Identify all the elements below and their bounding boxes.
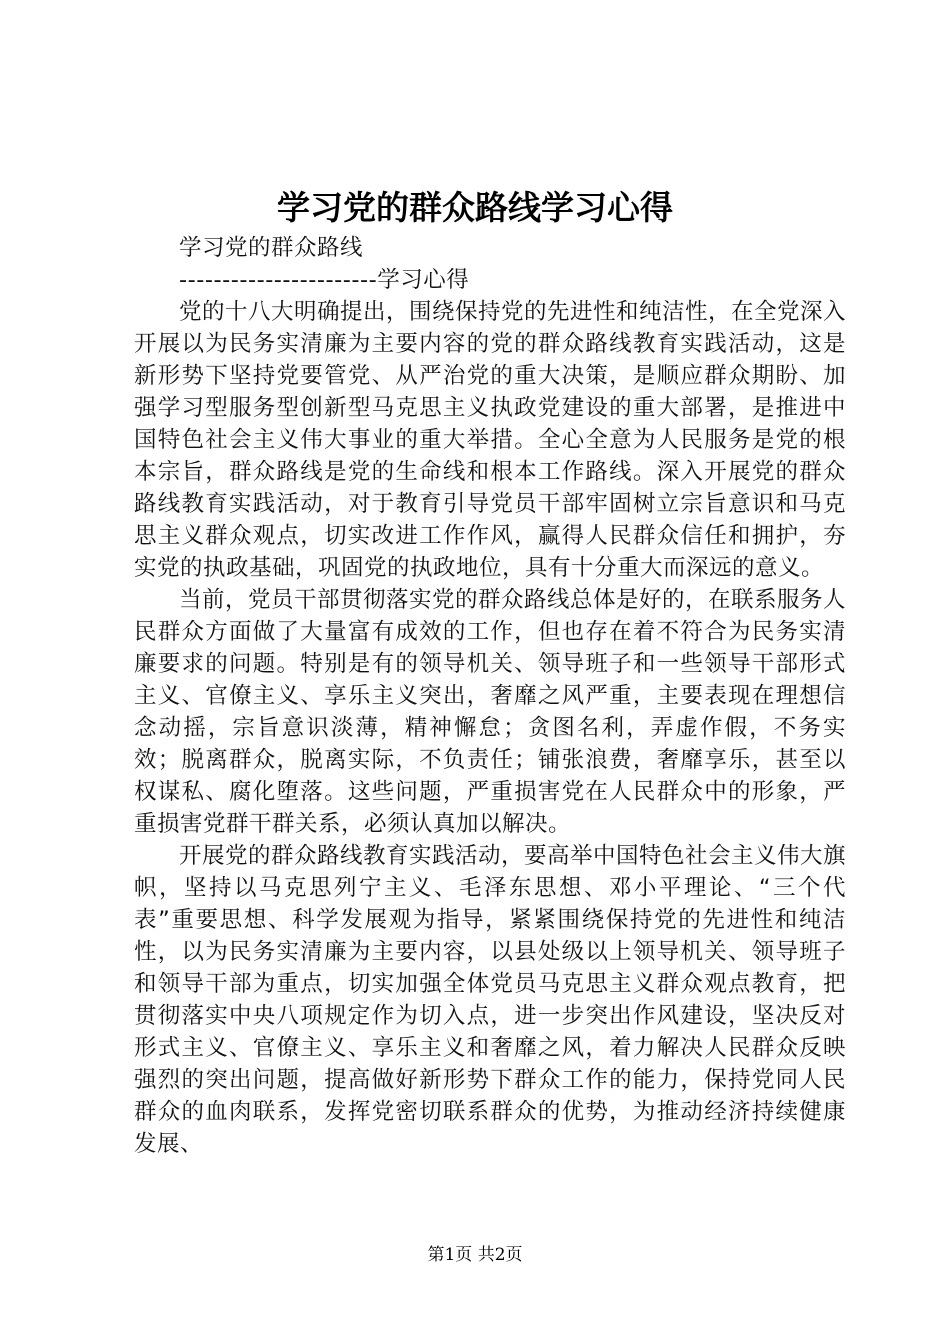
page-footer: 第1页 共2页: [427, 1245, 523, 1265]
subtitle-line-2: -----------------------学习心得: [179, 267, 470, 293]
body-paragraph-3: 开展党的群众路线教育实践活动，要高举中国特色社会主义伟大旗帜，坚持以马克思列宁主义、毛泽东思想、邓小平理论、“三个代表”重要思想、科学发展观为指导，紧紧围绕保持党的先进性和纯洁性，以为民务实清廉为主要内容，以县处级以上领导机关、领导班子和领导干部为重点，切实加强全体党员马克思主义群众观点教育，把贯彻落实中央八项规定作为切入点，进一步突出作风建设，坚决反对形式主义、官僚主义、享乐主义和奢靡之风，着力解决人民群众反映强烈的突出问题，提高做好新形势下群众工作的能力，保持党同人民群众的血肉联系，发挥党密切联系群众的优势，为推动经济持续健康发展、: [134, 843, 847, 1157]
body-paragraph-1: 党的十八大明确提出，围绕保持党的先进性和纯洁性，在全党深入开展以为民务实清廉为主要内容的党的群众路线教育实践活动，这是新形势下坚持党要管党、从严治党的重大决策，是顺应群众期盼、加强学习型服务型创新型马克思主义执政党建设的重大部署，是推进中国特色社会主义伟大事业的重大举措。全心全意为人民服务是党的根本宗旨，群众路线是党的生命线和根本工作路线。深入开展党的群众路线教育实践活动，对于教育引导党员干部牢固树立宗旨意识和马克思主义群众观点，切实改进工作作风，赢得人民群众信任和拥护，夯实党的执政基础，巩固党的执政地位，具有十分重大而深远的意义。: [134, 299, 847, 581]
document-title: 学习党的群众路线学习心得: [277, 188, 673, 227]
document-body: [134, 232, 846, 1160]
body-paragraph-2: 当前，党员干部贯彻落实党的群众路线总体是好的，在联系服务人民群众方面做了大量富有成效的工作，但也存在着不符合为民务实清廉要求的问题。特别是有的领导机关、领导班子和一些领导干部形式主义、官僚主义、享乐主义突出，奢靡之风严重，主要表现在理想信念动摇，宗旨意识淡薄，精神懈怠；贪图名利，弄虚作假，不务实效；脱离群众，脱离实际，不负责任；铺张浪费，奢靡享乐，甚至以权谋私、腐化堕落。这些问题，严重损害党在人民群众中的形象，严重损害党群干群关系，必须认真加以解决。: [134, 587, 847, 837]
subtitle-line-1: 学习党的群众路线: [179, 235, 364, 261]
